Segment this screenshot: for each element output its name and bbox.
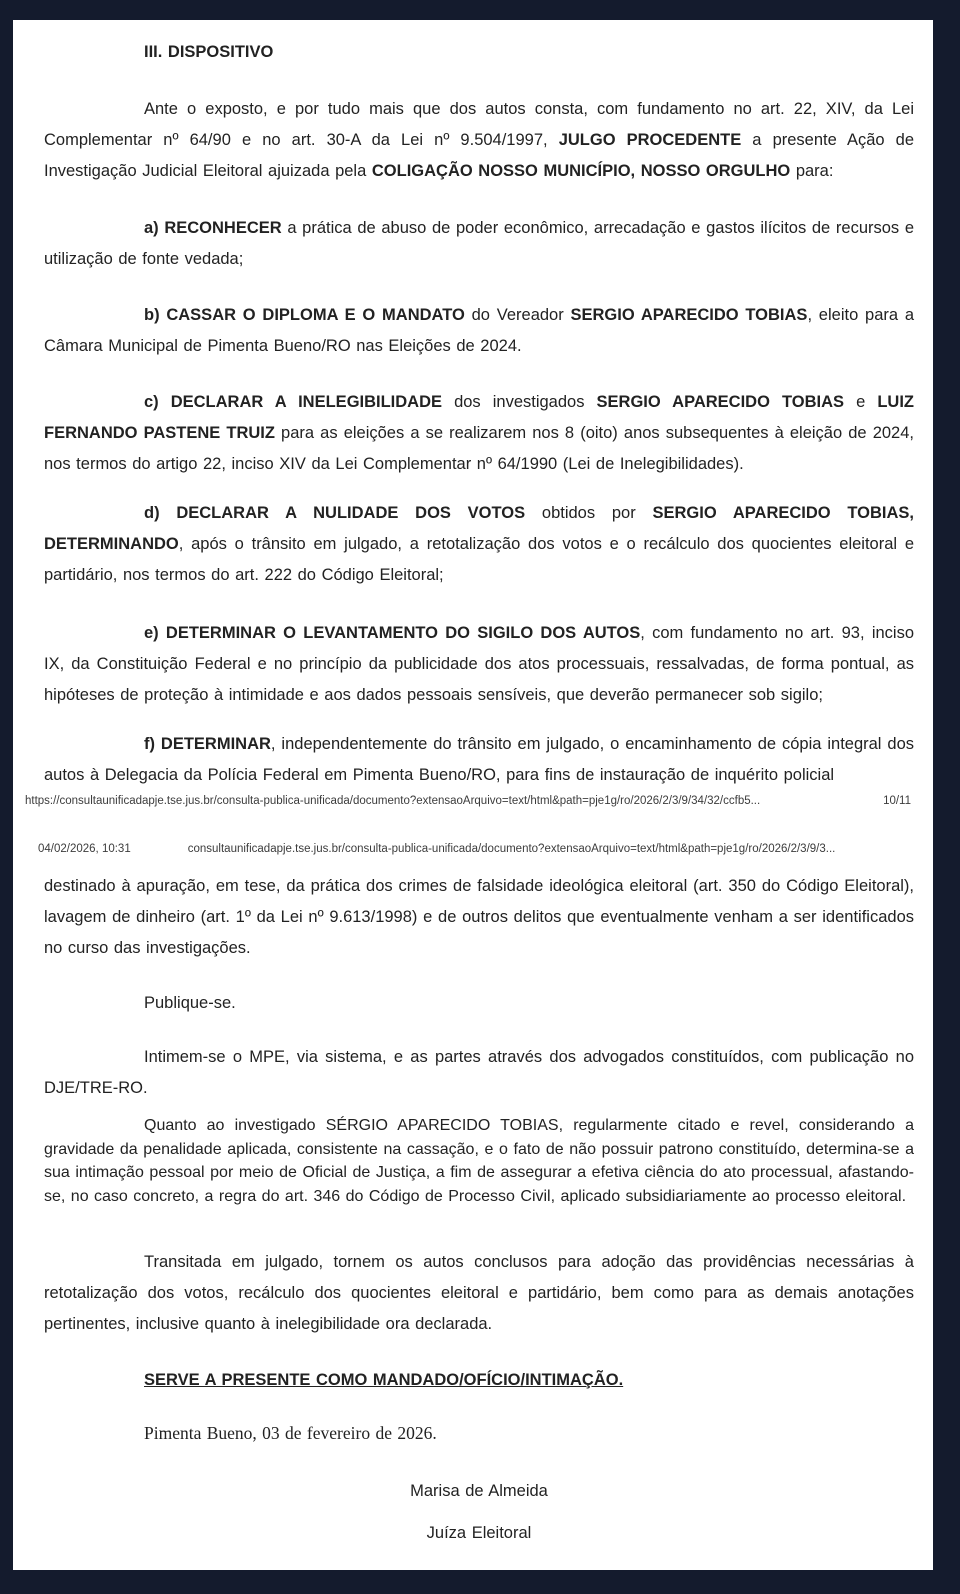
paragraph-item-a: a) RECONHECER a prática de abuso de poder econômico, arrecadação e gastos ilícitos de recursos e utilização de fonte vedada;: [44, 219, 914, 268]
paragraph-item-e: e) DETERMINAR O LEVANTAMENTO DO SIGILO DOS AUTOS, com fundamento no art. 93, inciso IX, da Constituição Federal e no princípio da publicidade dos atos processuais, ressalvadas, de forma pontual, as hipóteses de proteção à intimidade e aos dados pessoais sensíveis, que deverão permanecer sob sigilo;: [44, 624, 915, 704]
print-footer-url: https://consultaunificadapje.tse.jus.br/consulta-publica-unificada/documento?extensaoArquivo=text/html&path=pje1g/ro/2026/2/3/9/34/32/ccfb5...: [25, 795, 761, 807]
paragraph-transitada: Transitada em julgado, tornem os autos conclusos para adoção das providências necessárias à retotalização dos votos, recálculo dos quocientes eleitoral e partidário, bem como para as demais anotações pertinentes, inclusive quanto à inelegibilidade ora declarada.: [44, 1253, 914, 1333]
paragraph-serve: SERVE A PRESENTE COMO MANDADO/OFÍCIO/INTIMAÇÃO.: [144, 1371, 624, 1389]
paragraph-publique: Publique-se.: [144, 994, 236, 1012]
paragraph-quanto: Quanto ao investigado SÉRGIO APARECIDO TOBIAS, regularmente citado e revel, considerando a gravidade da penalidade aplicada, consistente na cassação, e o fato de não possuir patrono constituído, determina-se a sua intimação pessoal por meio de Oficial de Justiça, a fim de assegurar a efetiva ciência do ato processual, afastando-se, no caso concreto, a regra do art. 346 do Código de Processo Civil, aplicado subsidiariamente ao processo eleitoral.: [44, 1117, 914, 1205]
paragraph-sig-name: Marisa de Almeida: [410, 1482, 548, 1500]
print-header-url: consultaunificadapje.tse.jus.br/consulta-publica-unificada/documento?extensaoArquivo=text/html&path=pje1g/ro/2026/2/3/9/3...: [187, 843, 836, 855]
paragraph-item-b: b) CASSAR O DIPLOMA E O MANDATO do Vereador SERGIO APARECIDO TOBIAS, eleito para a Câmara Municipal de Pimenta Bueno/RO nas Eleições de 2024.: [44, 306, 914, 355]
paragraph-sig-role: Juíza Eleitoral: [426, 1524, 532, 1542]
paragraph-intimem: Intimem-se o MPE, via sistema, e as partes através dos advogados constituídos, com publicação no DJE/TRE-RO.: [44, 1048, 914, 1097]
paragraph-item-c: c) DECLARAR A INELEGIBILIDADE dos investigados SERGIO APARECIDO TOBIAS e LUIZ FERNANDO PASTENE TRUIZ para as eleições a se realizarem nos 8 (oito) anos subsequentes à eleição de 2024, nos termos do artigo 22, inciso XIV da Lei Complementar nº 64/1990 (Lei de Inelegibilidades).: [44, 393, 914, 473]
print-footer-page-number: 10/11: [883, 795, 911, 807]
paragraph-continuation: destinado à apuração, em tese, da prática dos crimes de falsidade ideológica eleitoral (art. 350 do Código Eleitoral), lavagem de dinheiro (art. 1º da Lei nº 9.613/1998) e de outros delitos que eventualmente venham a ser identificados no curso das investigações.: [44, 877, 914, 957]
paragraph-item-d: d) DECLARAR A NULIDADE DOS VOTOS obtidos por SERGIO APARECIDO TOBIAS, DETERMINANDO, após o trânsito em julgado, a retotalização dos votos e o recálculo dos quocientes eleitoral e partidário, nos termos do art. 222 do Código Eleitoral;: [44, 504, 915, 584]
paragraph-heading: III. DISPOSITIVO: [144, 43, 274, 61]
print-header-datetime: 04/02/2026, 10:31: [38, 843, 131, 855]
paragraph-date: Pimenta Bueno, 03 de fevereiro de 2026.: [144, 1423, 437, 1443]
print-header: [25, 842, 919, 856]
document-page: [13, 20, 933, 1570]
print-footer: [25, 794, 919, 808]
paragraph-item-f: f) DETERMINAR, independentemente do trânsito em julgado, o encaminhamento de cópia integral dos autos à Delegacia da Polícia Federal em Pimenta Bueno/RO, para fins de instauração de inquérito policial: [44, 735, 914, 784]
paragraph-intro: Ante o exposto, e por tudo mais que dos autos consta, com fundamento no art. 22, XIV, da Lei Complementar nº 64/90 e no art. 30-A da Lei nº 9.504/1997, JULGO PROCEDENTE a presente Ação de Investigação Judicial Eleitoral ajuizada pela COLIGAÇÃO NOSSO MUNICÍPIO, NOSSO ORGULHO para:: [44, 100, 914, 180]
